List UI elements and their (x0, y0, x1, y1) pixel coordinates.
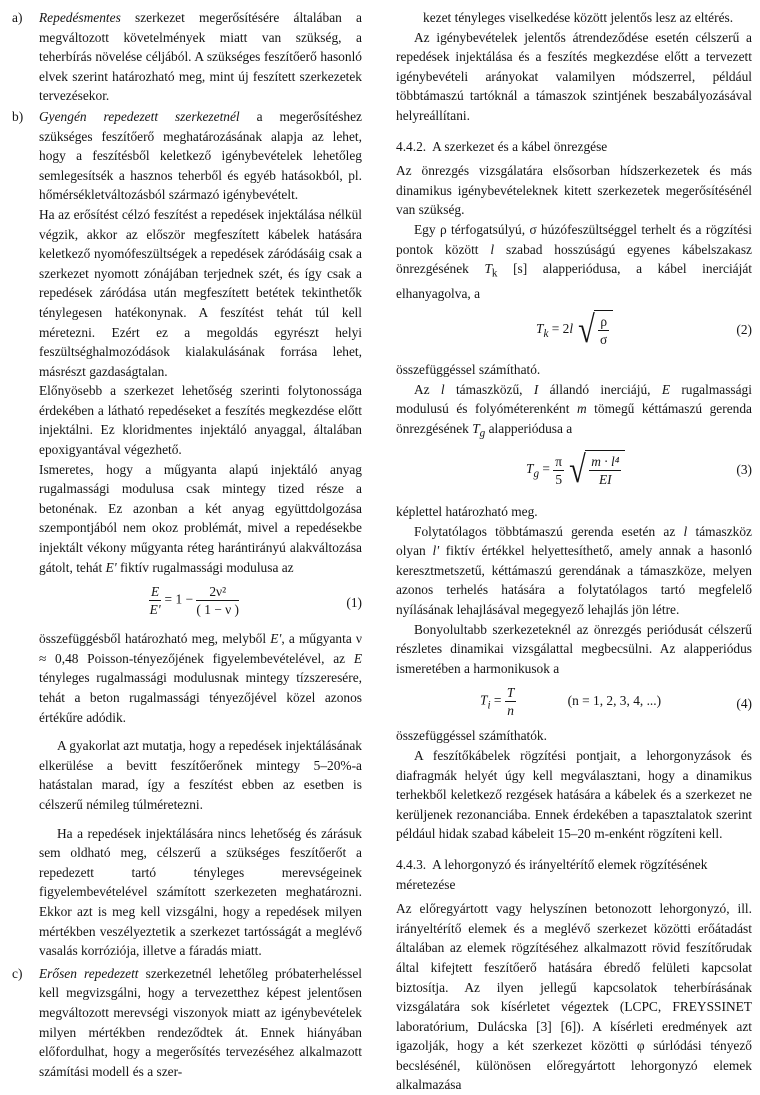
denominator: n (507, 703, 514, 719)
list-item-b (12, 107, 362, 961)
math-variable: I (533, 381, 539, 397)
radical-sign: √ (578, 308, 596, 351)
math-variable: E (353, 650, 362, 666)
equation-4-expression (480, 684, 661, 719)
paragraph-text: szerkezetnél lehetőleg próbaterheléssel kell megvizsgálni, hogy a tervezetthez képest jelentősen megváltozott merevségi viszonyok miatt az igénybevételek milyen mértékben rendeződtek át. Ennek hiányában előfordulhat, hogy a megerősítés tervezéséhez alkalmazott számítási modell és a szer- (39, 965, 362, 1079)
math-subscript: i (487, 699, 491, 712)
paragraph-b7: Ha a repedések injektálására nincs lehetőség és zárásuk sem oldható meg, célszerű a szükséges feszítőerőt a repedezett tartó tényleges merevségeinek figyelembevételével számított szerkezeten meghatározni. Ekkor azt is meg kell vizsgálni, hogy a repedések milyen mértékben veszélyeztetik a szerkezet tartósságát a meglévő vasalás korróziója, illetve a fáradás miatt. (39, 825, 362, 959)
section-number: 4.4.2. (396, 138, 427, 154)
radicand (585, 450, 625, 490)
math-variable: l (490, 241, 495, 257)
paragraph-text: szerkezet megerősítésére általában a megváltozott követelmények miatt van szükség, a teherbírás növelése céljából. A szükséges feszítőerő hasonló elvek szerint határozható meg, mint új feszített szerkezetek tervezésekor. (39, 10, 362, 104)
equation-operator: = (490, 692, 505, 708)
radicand (594, 310, 613, 350)
paragraph (396, 220, 752, 304)
math-variable: T (480, 692, 488, 708)
fraction (505, 684, 516, 719)
equation-3-expression (526, 450, 625, 490)
numerator: E (151, 584, 160, 600)
denominator: ( 1 − ν ) (196, 602, 240, 618)
paragraph-b2: Ha az erősítést célzó feszítést a repedések injektálása nélkül végzik, akkor az először megfeszített kábelek hatására keletkező nyomófeszültségek a repedések záródásáig csak a szerkezet nyomott zónájában terjednek szét, és így csak a repedések záródása után megfeszített betétek tekinthetők ténylegesen hatékonynak. A feszítést tehát túl kell méretezni. Ezért ez a megoldás egyrészt helyi feszültséghalmozódások kialakulásának forrása lehet, másrészt gazdaságtalan. (39, 206, 362, 379)
numerator: π (555, 453, 563, 469)
equation-operator: = (539, 461, 554, 477)
section-heading-4-4-2 (396, 137, 752, 157)
paragraph-text: támaszközű, (444, 381, 534, 397)
numerator: 2ν² (196, 583, 239, 601)
section-heading-4-4-3 (396, 855, 752, 894)
math-variable: E (661, 381, 671, 397)
math-variable: T (472, 420, 480, 436)
math-variable: T (536, 321, 544, 337)
paragraph-b5 (39, 629, 362, 727)
math-subscript: g (479, 427, 486, 440)
paragraph-text: szabad hosszúságú egyenes kábelszakasz önrezgésének (396, 241, 752, 277)
equation-1-expression (149, 583, 239, 618)
denominator: σ (600, 331, 608, 347)
paragraph: képlettel határozható meg. (396, 504, 538, 520)
right-column (396, 8, 752, 1095)
equation-number: (2) (736, 321, 752, 337)
equation-4 (396, 682, 752, 722)
paragraph: Bonyolultabb szerkezeteknél az önrezgés periódusát célszerű részletes dinamikai vizsgálattal megbecsülni. Az alapperiódus ismeretében a harmonikusok a (396, 621, 752, 676)
paragraph-b (39, 107, 362, 205)
equation-1 (39, 581, 362, 625)
math-variable: m (576, 401, 587, 417)
list-label-c: c) (12, 965, 23, 981)
math-variable: l (440, 381, 445, 397)
equation-number: (3) (736, 462, 752, 478)
equation-number: (1) (346, 595, 362, 611)
paragraph-text: tényleges rugalmassági modulusnak mintegy tízszeresére, tehát a beton rugalmassági tényezőjével közel azonos értékűre adódik. (39, 670, 362, 725)
square-root (567, 450, 625, 490)
paragraph-text: Folytatólagos többtámaszú gerenda esetén az (414, 523, 684, 539)
list-item-a (12, 8, 362, 106)
paragraph-text: a megerősítéshez szükséges feszítőerő meghatározásának alapja az lehet, hogy a feszítésből keletkező igénybevételek lehetőleg semlegesítsék a hasznos teherből és egyéb hatásokból, pl. hőmérsékletváltozásból származó igénybevételt. (39, 108, 362, 203)
equation-3 (396, 448, 752, 498)
equation-number: (4) (736, 696, 752, 712)
math-variable: l (569, 321, 574, 337)
paragraph-text: fiktív értékkel helyettesíthető, amely annak a hasonló keresztmetszetű, kéttámaszú gerendának a támaszköze, melyen azonos terhelés hatására a folytatólagos tartó megfelelő nyílásának lehajlásával megegyező lehajlás jön létre. (396, 543, 752, 617)
paragraph-text: tömegű kéttámaszú gerenda önrezgésének (396, 401, 752, 436)
paragraph-text: Az (414, 381, 441, 397)
math-variable: E' (105, 559, 117, 575)
math-variable: l (683, 523, 688, 539)
equation-2-expression (536, 310, 613, 350)
paragraph: Az önrezgés vizsgálatára elsősorban hídszerkezetek és más dinamikus igénybevételeknek kitett szerkezetek megerősítésénél van szükség. (396, 163, 752, 218)
fraction (589, 453, 621, 488)
square-root (576, 310, 613, 350)
fraction (553, 453, 564, 488)
numerator: m · l⁴ (591, 454, 620, 470)
section-title: A szerkezet és a kábel önrezgése (432, 138, 608, 154)
paragraph (396, 522, 752, 620)
numerator: ρ (600, 313, 607, 329)
paragraph (396, 380, 752, 444)
equation-operator: = 2 (548, 321, 570, 337)
index-range: (n = 1, 2, 3, 4, ...) (567, 692, 662, 708)
math-variable: E' (270, 631, 282, 647)
denominator: E' (149, 602, 161, 618)
left-column (12, 8, 362, 1081)
paragraph-text: [s] alapperiódusa, a kábel inerciáját elhanyagolva, a (396, 261, 752, 302)
list-item-c (12, 964, 362, 1082)
paragraph: Az igénybevételek jelentős átrendeződése esetén célszerű a repedések injektálása és a feszítés megkezdése előtt a tervezett igénybevételi arányokat valamilyen módszerrel, például többtámaszú tartóknál a támaszok szintjének beszabályozásával helyreállítani. (396, 29, 752, 123)
paragraph: Az előregyártott vagy helyszínen betonozott lehorgonyzó, ill. irányeltérítő elemek és a meglévő szerkezet közötti erőátadást általában az elemek rögzítéséhez alkalmazott rövid feszítőrudak által kifejtett feszítőerő hatására ébredő felületi kapcsolat biztosítja. Az ilyen jellegű kapcsolatok teherbírásának vizsgálatára sok kísérletet végeztek (LCPC, FREYSSINET laboratórium, Dulácska [3] [6]). A kísérleti eredmények azt igazolják, hogy a két szerkezet közötti φ súrlódási tényező becslésénél, különösen előregyártott lehorgonyzó elemek alkalmazása (396, 901, 752, 1093)
radical-sign: √ (569, 449, 587, 492)
paragraph-b6: A gyakorlat azt mutatja, hogy a repedések injektálásának elkerülése a bevitt feszítőerőnek mintegy 5–20%-a hatástalan marad, így a feszítést ebben az esetben is célszerű némileg túlméretezni. (39, 738, 362, 812)
equation-2 (396, 308, 752, 356)
section-number: 4.4.3. (396, 856, 427, 872)
paragraph-text: támaszköz olyan (396, 523, 753, 559)
denominator: 5 (555, 471, 563, 487)
paragraph-continuation: kezet tényleges viselkedése között jelentős lesz az eltérés. (423, 10, 734, 25)
emphasis-term: Erősen repedezett (39, 965, 139, 981)
paragraph-b3: Előnyösebb a szerkezet lehetőség szerinti folytonossága érdekében a látható repedéseket a feszítés megkezdése előtt injektálni. Ez kloridmentes injektáló anyaggal, általában epoxigyantával végezhető. (39, 383, 362, 458)
list-label-b: b) (12, 108, 24, 124)
paragraph-text: állandó inerciájú, (538, 381, 662, 397)
math-subscript: k (491, 267, 498, 280)
paragraph-b4 (39, 460, 362, 578)
denominator: EI (598, 472, 612, 488)
paragraph-text: alapperiódusa a (485, 420, 573, 436)
equation-operator: = 1 − (164, 591, 194, 607)
emphasis-term: Repedésmentes (39, 10, 121, 25)
math-subscript: k (543, 327, 549, 340)
paragraph: összefüggéssel számítható. (396, 361, 541, 377)
paragraph-text: Ismeretes, hogy a műgyanta alapú injektáló anyag rugalmassági modulusa csak mintegy tized része a betonénak. Ez azonban a két anyag együttdolgozása szempontjából nem okoz problémát, mivel a repedésekbe injektált vékony műgyanta réteg harántirányú alakváltozása gátolt, tehát (39, 461, 362, 575)
fraction (149, 583, 161, 618)
math-variable: l' (432, 543, 440, 559)
paragraph-a (39, 8, 362, 106)
emphasis-term: Gyengén repedezett szerkezetnél (39, 108, 240, 124)
list-label-a: a) (12, 10, 23, 25)
paragraph: összefüggéssel számíthatók. (396, 728, 547, 744)
paragraph-text: , a műgyanta ν ≈ 0,48 Poisson-tényezőjének figyelembevételével, az (39, 631, 362, 666)
paragraph-text: rugalmassági modulusú és folyóméterenként (396, 381, 752, 417)
fraction (196, 583, 239, 618)
paragraph-c (39, 964, 362, 1082)
section-title: A lehorgonyzó és irányeltérítő elemek rögzítésének méretezése (396, 856, 708, 892)
math-variable: T (526, 461, 534, 477)
paragraph-text: fiktív rugalmassági modulusa az (116, 559, 294, 575)
fraction (598, 313, 609, 348)
paragraph: A feszítőkábelek rögzítési pontjait, a lehorgonyzások és diafragmák helyét úgy kell megválasztani, hogy a dinamikus terhekből keletkező rezgések hatására a kábelek és a szerkezet ne kerüljenek rezonanciába. Ennek érdekében a tapasztalatok szerint például hidak szabad kábeleit 15–20 m-enként rögzíteni kell. (396, 747, 752, 842)
math-subscript: g (533, 467, 540, 480)
paragraph-text: összefüggésből határozható meg, melyből (39, 631, 271, 647)
numerator: T (506, 685, 515, 701)
math-variable: T (484, 261, 492, 277)
paragraph-text: Egy ρ térfogatsúlyú, σ húzófeszültséggel terhelt és a rögzítési pontok között (396, 221, 752, 257)
